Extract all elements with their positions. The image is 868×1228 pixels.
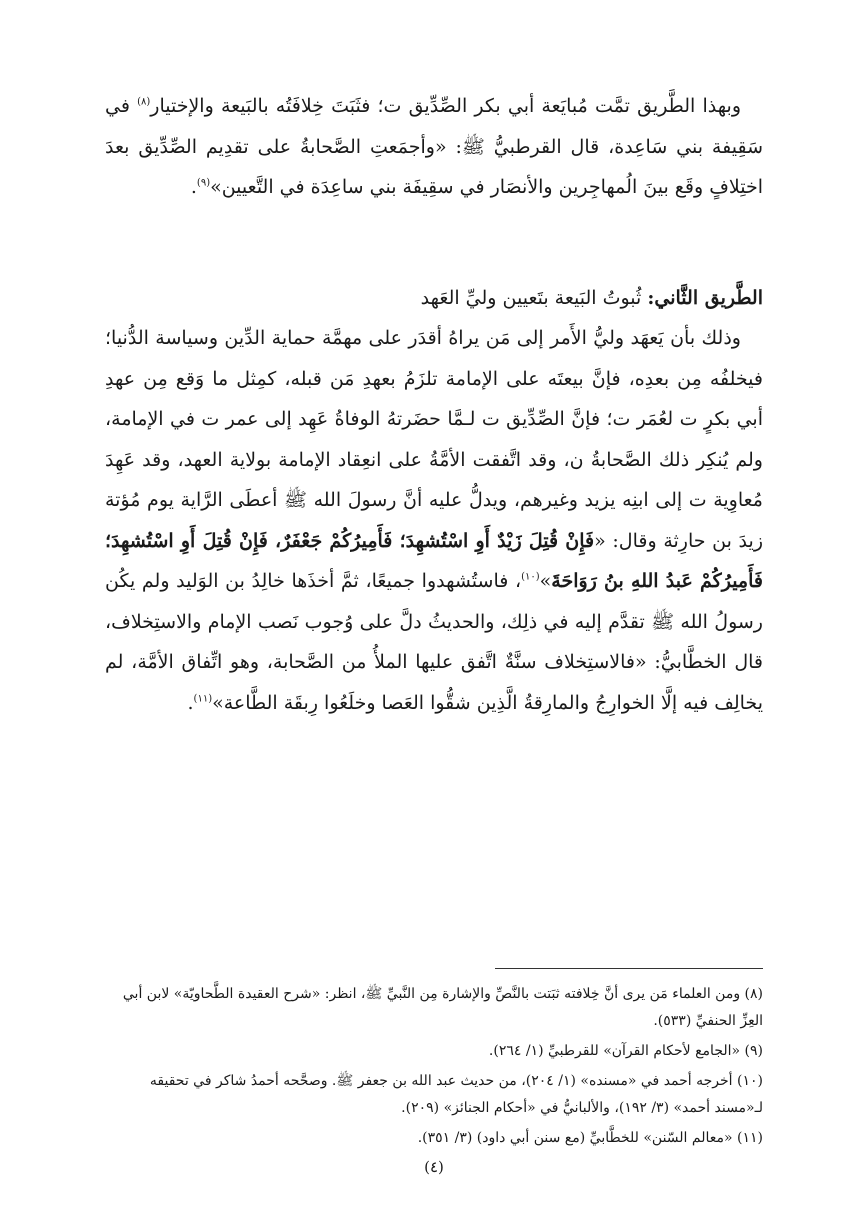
section-heading bbox=[105, 278, 763, 319]
paragraph-1-text-c: . bbox=[190, 176, 197, 198]
paragraph-2-text-b: » bbox=[539, 570, 552, 592]
paragraph-1-text-a: وبهذا الطَّريق تمَّت مُبايَعة أبي بكر الصِّدِّيق ت؛ فثَبَتَ خِلافَتُه بالبَيعة والإختيار bbox=[150, 95, 741, 117]
section-heading-rest: ثُبوتُ البَيعة بتَعيين وليِّ العَهد bbox=[420, 286, 648, 309]
footnotes bbox=[105, 981, 763, 1155]
main-text bbox=[105, 86, 763, 723]
section-gap bbox=[105, 208, 763, 278]
footnote-divider bbox=[495, 968, 763, 969]
paragraph-2 bbox=[105, 318, 763, 723]
hadith-quote: فَإِنْ قُتِلَ زَيْدٌ أَوِ اسْتُشهِدَ؛ فَأَمِيرُكُمْ جَعْفَرٌ، فَإِنْ قُتِلَ أَوِ اسْتُشهِدَ؛ فَأَمِيرُكُمْ عَبدُ اللهِ بنُ رَوَاحَةَ bbox=[105, 529, 763, 592]
section-heading-bold: الطَّريق الثَّاني: bbox=[647, 286, 763, 309]
footnote-ref-11[interactable]: (١١) bbox=[193, 693, 213, 705]
footnote-9: (٩) «الجامع لأحكام القرآن» للقرطبيِّ (١/ ٢٦٤). bbox=[488, 1043, 763, 1059]
paragraph-2-text-d: . bbox=[187, 691, 194, 714]
footnote-ref-8[interactable]: (٨) bbox=[137, 96, 151, 108]
footnote-ref-10[interactable]: (١٠) bbox=[521, 571, 540, 583]
page-number: (٤) bbox=[424, 1158, 444, 1176]
footnote-8: (٨) ومن العلماء مَن يرى أنَّ خِلافته ثبَتت بالنَّصِّ والإشارة مِن النَّبيِّ ﷺ، انظر: «شرح العقيدة الطَّحاويّة» لابن أبي العِزِّ الحنفيِّ (٥٣٣). bbox=[122, 986, 763, 1029]
paragraph-2-text-a: وذلك بأن يَعهَد وليُّ الأَمر إلى مَن يراهُ أقدَر على مهمَّة حماية الدِّين وسياسة الدُّنيا؛ فيخلفُه مِن بعدِه، فإنَّ بيعتَه على الإمامة تلزَمُ بعهدِ مَن قبله، كمِثل ما وَقع مِن عهدِ أبي بكرٍ ت لعُمَر ت؛ فإنَّ الصِّدِّيق ت لـمَّا حضَرتهُ الوفاةُ عَهِد إلى عمر ت في الإمامة، ولم يُنكِر ذلك الصَّحابةُ ن، وقد اتَّفقت الأمَّةُ على انعِقاد الإمامة بولاية العهد، وقد عَهِدَ مُعاوِية ت إلى ابنِه يزيد وغيرهم، ويدلُّ عليه أنَّ رسولَ الله ﷺ أعطَى الرَّاية يوم مُؤتة زيدَ بن حارِثة وقال: « bbox=[105, 327, 763, 552]
footnote-11: (١١) «معالم السّنن» للخطَّابيِّ (مع سنن أبي داود) (٣/ ٣٥١). bbox=[417, 1130, 763, 1146]
paragraph-2-text-c: ، فاستُشهدوا جميعًا، ثمَّ أخذَها خالِدُ بن الوَليد ولم يكُن رسولُ الله ﷺ تقدَّم إليه في ذلِك، والحديثُ دلَّ على وُجوب نَصب الإمام والاستِخلاف، قال الخطَّابيُّ: «فالاستِخلاف سنَّةٌ اتَّفق عليها الملأُ من الصَّحابة، وهو اتِّفاق الأمَّة، لم يخالِف فيه إلَّا الخوارِجُ والمارِقةُ الَّذِين شقُّوا العَصا وخلَعُوا رِبقَة الطَّاعة» bbox=[105, 570, 763, 714]
paragraph-1 bbox=[105, 86, 763, 208]
footnote-10: (١٠) أخرجه أحمد في «مسنده» (١/ ٢٠٤)، من حديث عبد الله بن جعفر ﷺ. وصحَّحه أحمدُ شاكر في تحقيقه لـ«مسند أحمد» (٣/ ١٩٢)، والألبانيُّ في «أحكام الجنائز» (٢٠٩). bbox=[149, 1073, 763, 1116]
footnote-ref-9[interactable]: (٩) bbox=[196, 177, 211, 189]
paragraph-1-text-b: في سَقِيفة بني سَاعِدة، قال القرطبيُّ ﷺ: «وأجمَعتِ الصَّحابةُ على تقدِيم الصِّدِّيق بعدَ اختِلافٍ وقَع بينَ الُمهاجِرين والأنصَار في سقِيفَة بني ساعِدَة في التَّعيين» bbox=[105, 95, 763, 198]
